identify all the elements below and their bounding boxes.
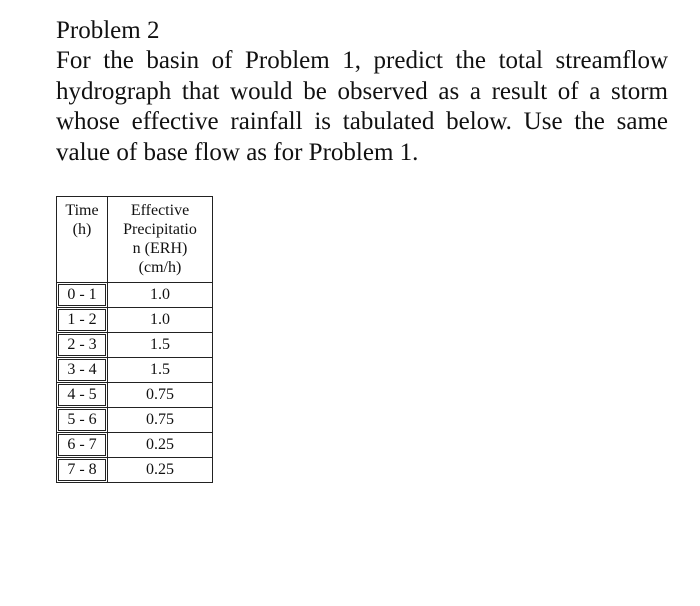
time-cell: 0 - 1 <box>57 283 108 308</box>
value-cell: 0.75 <box>108 383 213 408</box>
value-cell: 0.25 <box>108 458 213 483</box>
effective-rainfall-table <box>56 196 213 483</box>
time-cell: 5 - 6 <box>57 408 108 433</box>
table-header-row <box>57 197 213 283</box>
table-row <box>57 433 213 458</box>
time-cell: 1 - 2 <box>57 308 108 333</box>
time-cell: 2 - 3 <box>57 333 108 358</box>
value-cell: 1.5 <box>108 358 213 383</box>
table-row <box>57 408 213 433</box>
value-cell: 1.5 <box>108 333 213 358</box>
header-precip-line-1: Effective <box>130 202 190 219</box>
time-cell: 6 - 7 <box>57 433 108 458</box>
problem-title: Problem 2 <box>56 17 160 44</box>
header-precip-line-3: n (ERH) <box>132 240 188 257</box>
header-precip-line-4: (cm/h) <box>138 259 182 276</box>
table-row <box>57 283 213 308</box>
value-cell: 0.25 <box>108 433 213 458</box>
table-row <box>57 358 213 383</box>
table-row <box>57 308 213 333</box>
value-cell: 1.0 <box>108 308 213 333</box>
table-row <box>57 383 213 408</box>
problem-statement: For the basin of Problem 1, predict the total streamflow hydrograph that would be observed as a result of a storm whose effective rainfall is tabulated below. Use the same value of base flow as for Problem 1. <box>56 47 668 166</box>
table-row <box>57 333 213 358</box>
problem-block <box>56 16 668 168</box>
table-row <box>57 458 213 483</box>
header-time <box>57 197 108 283</box>
time-cell: 3 - 4 <box>57 358 108 383</box>
header-time-line-2: (h) <box>72 221 92 238</box>
header-precip-line-2: Precipitatio <box>123 221 197 238</box>
header-precipitation <box>108 197 213 283</box>
value-cell: 1.0 <box>108 283 213 308</box>
time-cell: 4 - 5 <box>57 383 108 408</box>
time-cell: 7 - 8 <box>57 458 108 483</box>
value-cell: 0.75 <box>108 408 213 433</box>
header-time-line-1: Time <box>65 202 99 219</box>
